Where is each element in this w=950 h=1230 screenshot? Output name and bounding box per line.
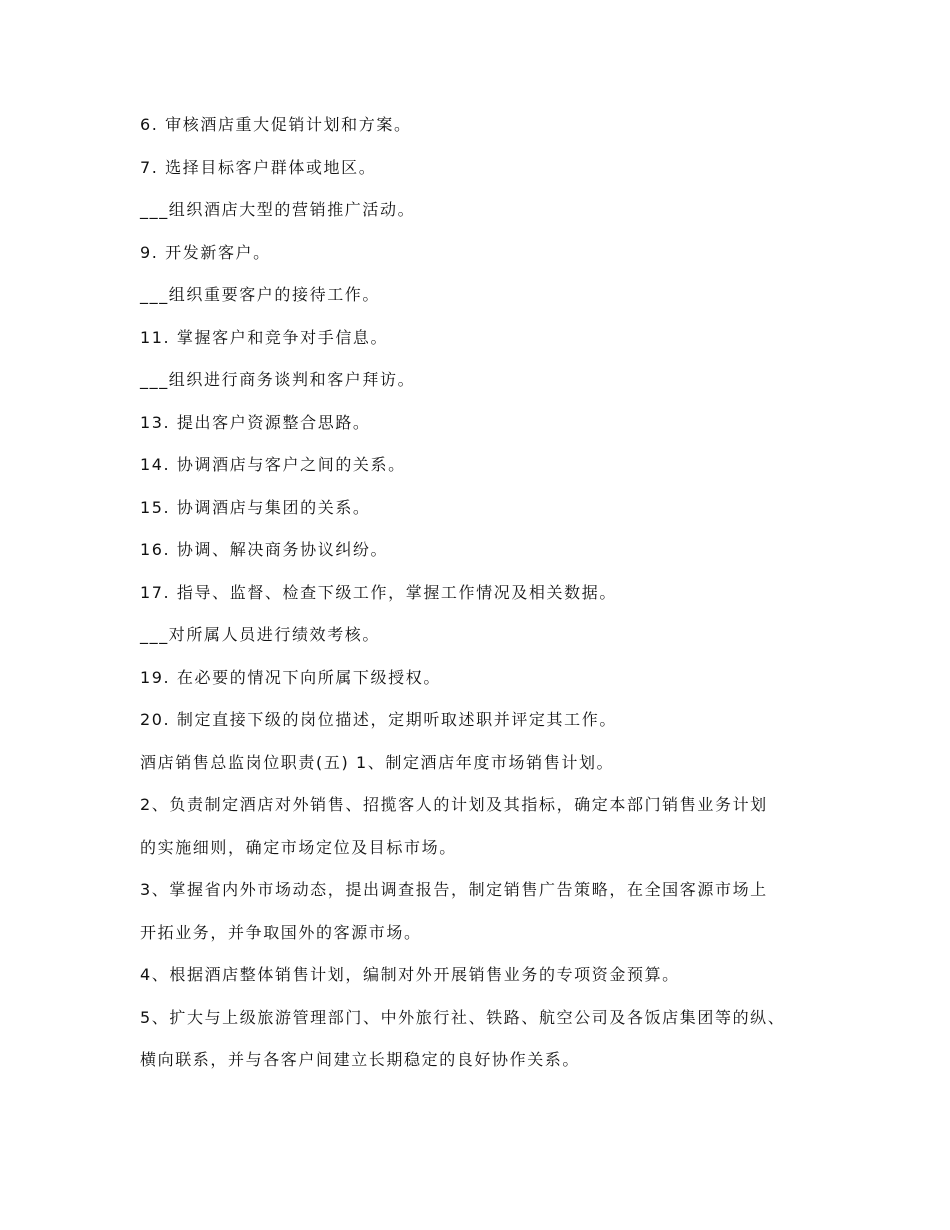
text-line: 5、扩大与上级旅游管理部门、中外旅行社、铁路、航空公司及各饭店集团等的纵、 [140, 1007, 786, 1027]
text-line: 9. 开发新客户。 [140, 242, 271, 262]
text-line: 14. 协调酒店与客户之间的关系。 [140, 455, 406, 474]
text-line: 3、掌握省内外市场动态，提出调查报告，制定销售广告策略，在全国客源市场上 [140, 880, 768, 899]
text-line: 开拓业务，并争取国外的客源市场。 [140, 922, 422, 942]
text-line: 20. 制定直接下级的岗位描述，定期听取述职并评定其工作。 [140, 710, 617, 729]
text-line: 19. 在必要的情况下向所属下级授权。 [140, 667, 441, 687]
text-line: 的实施细则，确定市场定位及目标市场。 [140, 837, 457, 857]
text-line: 4、根据酒店整体销售计划，编制对外开展销售业务的专项资金预算。 [140, 965, 680, 984]
text-line: 7. 选择目标客户群体或地区。 [140, 157, 377, 177]
text-line: ___组织进行商务谈判和客户拜访。 [140, 370, 416, 389]
text-line: 16. 协调、解决商务协议纠纷。 [140, 540, 389, 559]
text-line: 15. 协调酒店与集团的关系。 [140, 497, 371, 517]
text-line: 17. 指导、监督、检查下级工作，掌握工作情况及相关数据。 [140, 582, 617, 602]
text-line: 13. 提出客户资源整合思路。 [140, 412, 371, 432]
section-title-line: 酒店销售总监岗位职责(五) 1、制定酒店年度市场销售计划。 [140, 752, 615, 772]
document-body [140, 110, 830, 1088]
text-line: ___组织重要客户的接待工作。 [140, 285, 381, 304]
text-line: ___对所属人员进行绩效考核。 [140, 625, 381, 644]
text-line: 2、负责制定酒店对外销售、招揽客人的计划及其指标，确定本部门销售业务计划 [140, 795, 768, 814]
text-line: 11. 掌握客户和竞争对手信息。 [140, 327, 389, 347]
text-line: 横向联系，并与各客户间建立长期稳定的良好协作关系。 [140, 1050, 581, 1069]
text-line: ___组织酒店大型的营销推广活动。 [140, 200, 416, 219]
text-line: 6. 审核酒店重大促销计划和方案。 [140, 115, 412, 134]
